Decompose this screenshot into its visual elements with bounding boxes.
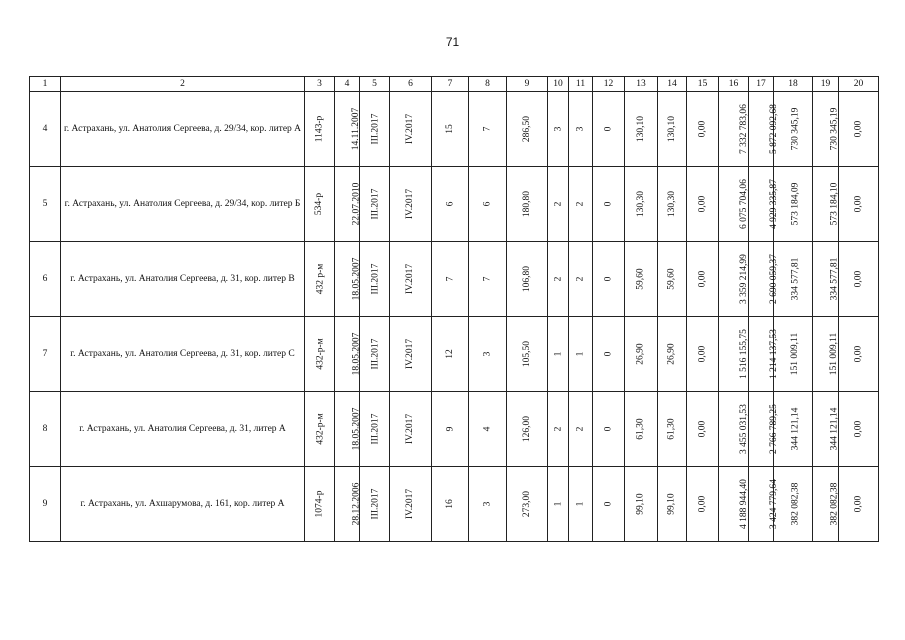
data-cell xyxy=(507,392,548,467)
cell-value: 14.11.2007 xyxy=(351,107,362,151)
cell-value: 0,00 xyxy=(853,345,864,363)
data-cell xyxy=(625,167,658,242)
data-cell xyxy=(305,242,335,317)
data-cell xyxy=(687,92,719,167)
data-cell xyxy=(432,92,469,167)
cell-value: 15 xyxy=(445,124,455,134)
table-row xyxy=(30,92,879,167)
address-cell: г. Астрахань, ул. Анатолия Сергеева, д. 31, кор. литер В xyxy=(61,242,305,317)
row-number: 6 xyxy=(30,242,61,317)
data-cell xyxy=(774,167,813,242)
cell-value: 16 xyxy=(445,499,455,509)
column-header: 12 xyxy=(593,77,625,92)
cell-value: 1 xyxy=(575,351,586,357)
data-cell xyxy=(548,92,569,167)
data-cell xyxy=(839,92,879,167)
data-cell xyxy=(839,392,879,467)
cell-value: 2 xyxy=(553,276,563,282)
data-cell xyxy=(687,242,719,317)
data-cell xyxy=(569,92,593,167)
data-cell xyxy=(593,392,625,467)
cell-value: 61,30 xyxy=(636,418,646,440)
cell-value: 61,30 xyxy=(667,418,677,440)
address-cell: г. Астрахань, ул. Ахшарумова, д. 161, кор. литер А xyxy=(61,467,305,542)
data-cell xyxy=(390,392,432,467)
column-header: 15 xyxy=(687,77,719,92)
data-cell xyxy=(813,467,839,542)
cell-value: 2 xyxy=(575,276,586,282)
data-cell xyxy=(469,242,507,317)
cell-value: IV.2017 xyxy=(405,263,416,295)
cell-value: 1 xyxy=(553,351,563,357)
cell-value: 0,00 xyxy=(697,120,708,138)
data-cell xyxy=(469,167,507,242)
cell-value: 2 xyxy=(575,201,586,207)
data-cell xyxy=(507,317,548,392)
data-cell xyxy=(774,317,813,392)
data-cell xyxy=(469,392,507,467)
data-cell xyxy=(719,467,749,542)
data-cell xyxy=(335,467,360,542)
cell-value: 1 xyxy=(575,501,586,507)
cell-value: III.2017 xyxy=(370,188,381,220)
data-cell xyxy=(305,392,335,467)
data-cell xyxy=(305,317,335,392)
cell-value: 130,30 xyxy=(636,190,646,218)
cell-value: 534-р xyxy=(314,192,325,216)
data-cell xyxy=(774,242,813,317)
table-row xyxy=(30,392,879,467)
data-cell xyxy=(390,92,432,167)
data-cell xyxy=(658,317,687,392)
cell-value: 126,00 xyxy=(522,415,532,443)
data-cell xyxy=(548,467,569,542)
row-number: 9 xyxy=(30,467,61,542)
column-header: 14 xyxy=(658,77,687,92)
data-cell xyxy=(335,242,360,317)
data-cell xyxy=(390,242,432,317)
cell-value: 0,00 xyxy=(853,120,864,138)
data-cell xyxy=(749,242,779,317)
cell-value: 2 xyxy=(553,426,563,432)
cell-value: 573 184,09 xyxy=(790,182,801,226)
cell-value: 130,30 xyxy=(667,190,677,218)
cell-value: 382 082,38 xyxy=(790,482,801,526)
data-cell xyxy=(625,317,658,392)
data-cell xyxy=(625,392,658,467)
data-cell xyxy=(360,317,390,392)
data-cell xyxy=(469,317,507,392)
table-row xyxy=(30,167,879,242)
column-header: 2 xyxy=(61,77,305,92)
cell-value: 18.05.2007 xyxy=(351,257,362,301)
cell-value: IV.2017 xyxy=(405,488,416,520)
data-cell xyxy=(749,167,779,242)
column-header: 19 xyxy=(813,77,839,92)
cell-value: 0,00 xyxy=(853,195,864,213)
column-header: 13 xyxy=(625,77,658,92)
data-cell xyxy=(719,242,749,317)
column-header: 1 xyxy=(30,77,61,92)
cell-value: 59,60 xyxy=(636,268,646,290)
data-cell xyxy=(432,167,469,242)
cell-value: 432 р-м xyxy=(315,263,326,295)
row-number: 5 xyxy=(30,167,61,242)
cell-value: 0,00 xyxy=(853,270,864,288)
cell-value: 344 121,14 xyxy=(829,407,840,451)
data-cell xyxy=(719,92,749,167)
data-cell xyxy=(390,467,432,542)
cell-value: 130,10 xyxy=(667,115,677,143)
column-header: 9 xyxy=(507,77,548,92)
data-cell xyxy=(305,92,335,167)
column-header: 6 xyxy=(390,77,432,92)
data-cell xyxy=(360,242,390,317)
data-cell xyxy=(658,167,687,242)
cell-value: 432-р-м xyxy=(315,413,326,445)
data-cell xyxy=(593,242,625,317)
data-cell xyxy=(687,317,719,392)
data-cell xyxy=(335,167,360,242)
data-cell xyxy=(432,242,469,317)
data-cell xyxy=(569,467,593,542)
data-cell xyxy=(839,467,879,542)
cell-value: 3 455 031,53 xyxy=(738,404,749,454)
address-cell: г. Астрахань, ул. Анатолия Сергеева, д. 29/34, кор. литер А xyxy=(61,92,305,167)
cell-value: 0 xyxy=(603,351,614,357)
cell-value: 6 xyxy=(482,201,493,207)
data-cell xyxy=(749,392,779,467)
cell-value: 573 184,10 xyxy=(829,182,840,226)
cell-value: 4 xyxy=(482,426,493,432)
cell-value: 3 424 779,64 xyxy=(768,479,779,529)
data-cell xyxy=(360,167,390,242)
cell-value: 6 xyxy=(445,201,455,207)
cell-value: 7 xyxy=(482,126,493,132)
data-cell xyxy=(335,392,360,467)
cell-value: 2 766 789,25 xyxy=(768,404,779,454)
data-cell xyxy=(839,167,879,242)
data-cell xyxy=(813,167,839,242)
data-cell xyxy=(593,167,625,242)
data-cell xyxy=(658,92,687,167)
data-cell xyxy=(687,392,719,467)
column-header: 11 xyxy=(569,77,593,92)
data-cell xyxy=(593,467,625,542)
cell-value: 6 075 704,06 xyxy=(738,179,749,229)
data-cell xyxy=(687,167,719,242)
data-cell xyxy=(335,92,360,167)
cell-value: 1074-р xyxy=(314,490,325,518)
table-row xyxy=(30,467,879,542)
cell-value: 1143-р xyxy=(314,115,325,143)
cell-value: 99,10 xyxy=(667,493,677,515)
cell-value: 12 xyxy=(445,349,455,359)
data-cell xyxy=(507,467,548,542)
data-cell xyxy=(625,467,658,542)
cell-value: 9 xyxy=(445,426,455,432)
header-row xyxy=(30,77,879,92)
cell-value: 3 xyxy=(553,126,563,132)
data-cell xyxy=(719,167,749,242)
data-cell xyxy=(507,167,548,242)
cell-value: 3 359 214,99 xyxy=(738,254,749,304)
cell-value: 7 332 783,06 xyxy=(738,104,749,154)
cell-value: III.2017 xyxy=(370,113,381,145)
cell-value: III.2017 xyxy=(370,413,381,445)
page-number: 71 xyxy=(445,35,460,49)
data-cell xyxy=(335,317,360,392)
cell-value: III.2017 xyxy=(370,338,381,370)
data-cell xyxy=(432,317,469,392)
data-cell xyxy=(569,317,593,392)
cell-value: 26,90 xyxy=(636,343,646,365)
cell-value: 1 xyxy=(553,501,563,507)
cell-value: 0,00 xyxy=(697,495,708,513)
cell-value: III.2017 xyxy=(370,488,381,520)
table-row xyxy=(30,242,879,317)
cell-value: 0,00 xyxy=(853,420,864,438)
cell-value: 0 xyxy=(603,426,614,432)
data-cell xyxy=(390,167,432,242)
cell-value: 344 121,14 xyxy=(790,407,801,451)
cell-value: 26,90 xyxy=(667,343,677,365)
data-cell xyxy=(507,92,548,167)
data-cell xyxy=(569,242,593,317)
data-cell xyxy=(813,392,839,467)
cell-value: 7 xyxy=(445,276,455,282)
data-cell xyxy=(719,392,749,467)
cell-value: 180,80 xyxy=(522,190,532,218)
row-number: 7 xyxy=(30,317,61,392)
cell-value: 28.12.2006 xyxy=(351,482,362,526)
data-cell xyxy=(774,92,813,167)
data-cell xyxy=(658,242,687,317)
cell-value: IV.2017 xyxy=(405,413,416,445)
data-cell xyxy=(432,392,469,467)
cell-value: 151 009,11 xyxy=(829,332,840,376)
cell-value: 4 929 335,87 xyxy=(768,179,779,229)
data-cell xyxy=(390,317,432,392)
data-cell xyxy=(719,317,749,392)
data-cell xyxy=(749,467,779,542)
cell-value: 18.05.2007 xyxy=(351,407,362,451)
data-cell xyxy=(813,242,839,317)
column-header: 18 xyxy=(774,77,813,92)
cell-value: 4 188 944,40 xyxy=(738,479,749,529)
cell-value: III.2017 xyxy=(370,263,381,295)
data-cell xyxy=(569,392,593,467)
cell-value: 2 xyxy=(575,426,586,432)
cell-value: 2 690 059,37 xyxy=(768,254,779,304)
table-row xyxy=(30,317,879,392)
column-header: 5 xyxy=(360,77,390,92)
data-cell xyxy=(548,242,569,317)
cell-value: 18.05.2007 xyxy=(351,332,362,376)
column-header: 10 xyxy=(548,77,569,92)
column-header: 3 xyxy=(305,77,335,92)
cell-value: 7 xyxy=(482,276,493,282)
column-header: 17 xyxy=(749,77,774,92)
column-header: 7 xyxy=(432,77,469,92)
data-cell xyxy=(839,242,879,317)
data-cell xyxy=(305,167,335,242)
cell-value: 0,00 xyxy=(697,420,708,438)
data-cell xyxy=(360,92,390,167)
column-header: 20 xyxy=(839,77,879,92)
cell-value: 130,10 xyxy=(636,115,646,143)
data-cell xyxy=(839,317,879,392)
column-header: 16 xyxy=(719,77,749,92)
data-cell xyxy=(625,242,658,317)
data-cell xyxy=(749,92,779,167)
data-cell xyxy=(774,467,813,542)
data-cell xyxy=(432,467,469,542)
data-cell xyxy=(360,467,390,542)
cell-value: 730 345,19 xyxy=(790,107,801,151)
data-cell xyxy=(774,392,813,467)
cell-value: 432-р-м xyxy=(315,338,326,370)
data-cell xyxy=(469,467,507,542)
cell-value: 59,60 xyxy=(667,268,677,290)
data-cell xyxy=(548,167,569,242)
cell-value: 730 345,19 xyxy=(829,107,840,151)
cell-value: 334 577,81 xyxy=(829,257,840,301)
data-cell xyxy=(658,467,687,542)
data-cell xyxy=(360,392,390,467)
cell-value: 0,00 xyxy=(697,345,708,363)
cell-value: IV.2017 xyxy=(405,113,416,145)
cell-value: 3 xyxy=(482,351,493,357)
data-cell xyxy=(548,392,569,467)
data-cell xyxy=(813,317,839,392)
cell-value: 151 009,11 xyxy=(790,332,801,376)
data-cell xyxy=(507,242,548,317)
cell-value: 273,00 xyxy=(522,490,532,518)
cell-value: 0 xyxy=(603,276,614,282)
cell-value: 0 xyxy=(603,126,614,132)
data-cell xyxy=(469,92,507,167)
cell-value: 3 xyxy=(482,501,493,507)
data-cell xyxy=(625,92,658,167)
cell-value: 105,50 xyxy=(522,340,532,368)
cell-value: 1 214 137,53 xyxy=(768,329,779,379)
data-cell xyxy=(569,167,593,242)
cell-value: 2 xyxy=(553,201,563,207)
address-cell: г. Астрахань, ул. Анатолия Сергеева, д. 31, кор. литер С xyxy=(61,317,305,392)
cell-value: 22.07.2010 xyxy=(351,182,362,226)
column-header: 4 xyxy=(335,77,360,92)
cell-value: 99,10 xyxy=(636,493,646,515)
cell-value: 1 516 155,75 xyxy=(738,329,749,379)
data-cell xyxy=(593,92,625,167)
data-cell xyxy=(813,92,839,167)
data-cell xyxy=(687,467,719,542)
data-cell xyxy=(593,317,625,392)
cell-value: 0 xyxy=(603,201,614,207)
column-header: 8 xyxy=(469,77,507,92)
cell-value: 0,00 xyxy=(697,270,708,288)
data-cell xyxy=(305,467,335,542)
cell-value: IV.2017 xyxy=(405,338,416,370)
data-cell xyxy=(749,317,779,392)
data-cell xyxy=(548,317,569,392)
cell-value: 382 082,38 xyxy=(829,482,840,526)
cell-value: 0,00 xyxy=(697,195,708,213)
cell-value: 334 577,81 xyxy=(790,257,801,301)
cell-value: IV.2017 xyxy=(405,188,416,220)
cell-value: 5 872 092,68 xyxy=(768,104,779,154)
housing-registry-table xyxy=(29,76,879,542)
cell-value: 0,00 xyxy=(853,495,864,513)
data-cell xyxy=(658,392,687,467)
cell-value: 286,50 xyxy=(522,115,532,143)
row-number: 8 xyxy=(30,392,61,467)
address-cell: г. Астрахань, ул. Анатолия Сергеева, д. 31, литер А xyxy=(61,392,305,467)
cell-value: 106,80 xyxy=(522,265,532,293)
cell-value: 3 xyxy=(575,126,586,132)
cell-value: 0 xyxy=(603,501,614,507)
address-cell: г. Астрахань, ул. Анатолия Сергеева, д. 29/34, кор. литер Б xyxy=(61,167,305,242)
row-number: 4 xyxy=(30,92,61,167)
